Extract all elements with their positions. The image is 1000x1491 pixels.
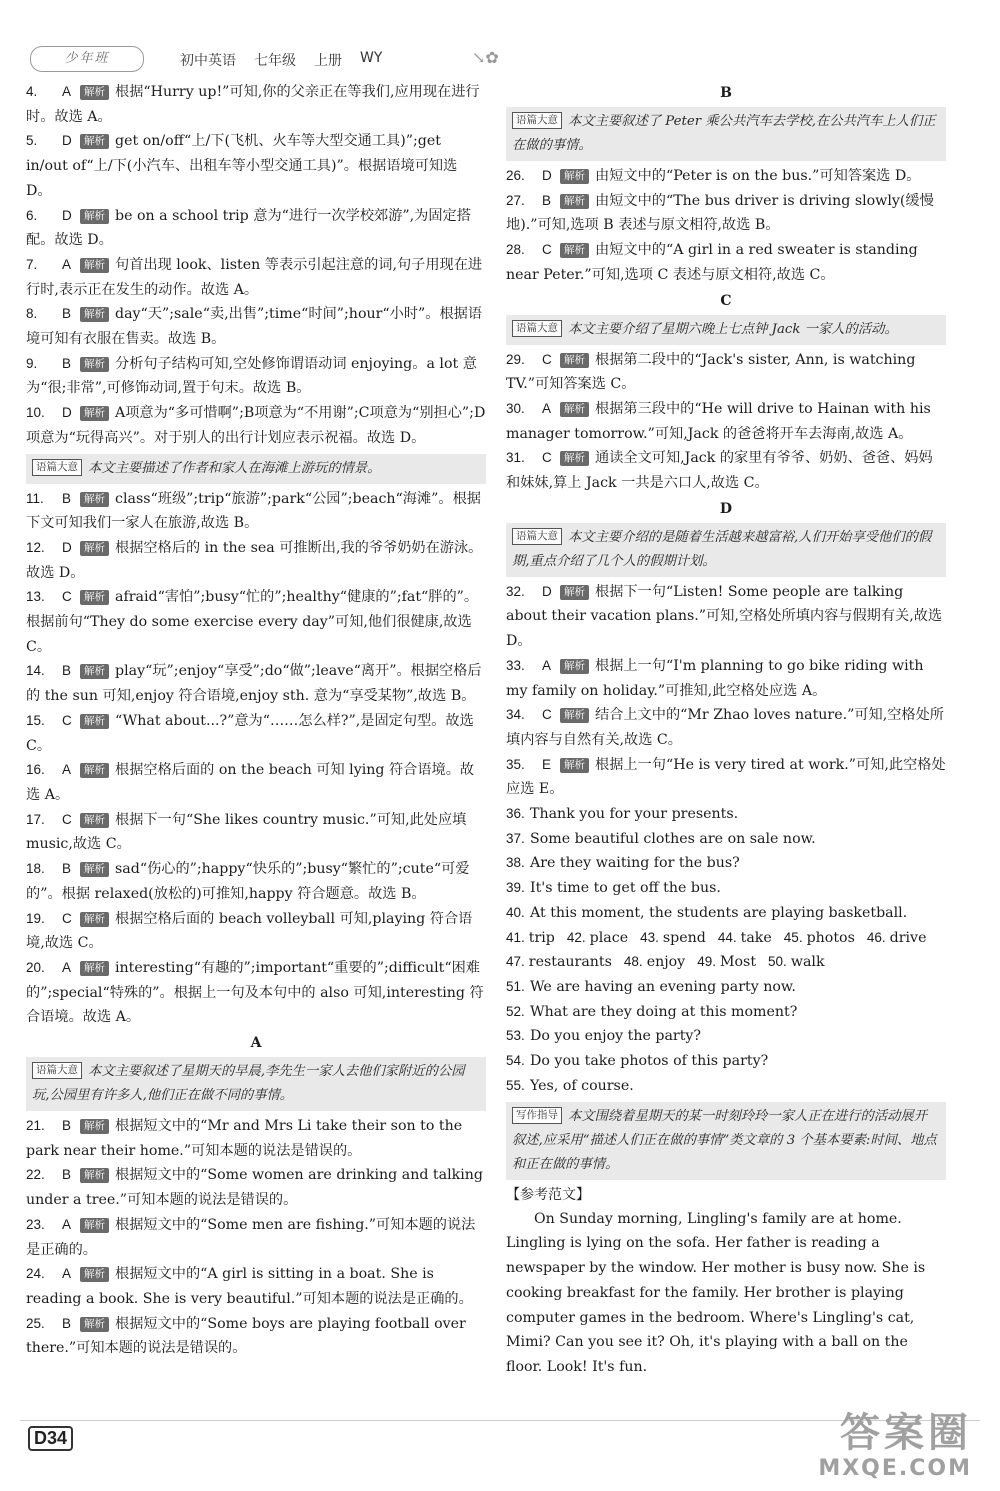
- summary-box: [26, 454, 486, 484]
- analysis-text: 根据“Hurry up!”可知,你的父亲正在等我们,应用现在进行时。故选 A。: [26, 84, 480, 125]
- question-number: 22.: [26, 1167, 45, 1183]
- analysis-tag: 解析: [560, 451, 589, 466]
- question-number: 14.: [26, 663, 45, 679]
- question-number: 18.: [26, 861, 45, 877]
- answer-item: [26, 1262, 486, 1311]
- answer-item: [26, 808, 486, 857]
- sentence-text: Do you take photos of this party?: [530, 1053, 769, 1070]
- brand-logo: 少年班: [30, 46, 144, 72]
- answer-item: [26, 352, 486, 401]
- analysis-tag: 解析: [80, 1218, 109, 1233]
- analysis-text: A项意为“多可惜啊”;B项意为“不用谢”;C项意为“别担心”;D项意为“玩得高兴”。对于别人的出行计划应表示祝福。故选 D。: [26, 405, 486, 446]
- analysis-text: interesting“有趣的”;important“重要的”;difficult“困难的”;special“特殊的”。根据上一句及本句中的 also 可知,interesting 符合语境。故选 A。: [26, 959, 484, 1026]
- fill-answer: [567, 926, 628, 951]
- answer-letter: C: [62, 589, 72, 605]
- answer-list-right-2: [506, 348, 946, 496]
- analysis-tag: 解析: [560, 659, 589, 674]
- analysis-text: 根据空格后面的 beach volleyball 可知,playing 符合语境,故选 C。: [26, 910, 473, 952]
- sentence-answer: [506, 1074, 946, 1099]
- fill-answer: [718, 926, 772, 951]
- right-column: [506, 80, 946, 1380]
- analysis-tag: 解析: [80, 134, 109, 149]
- question-number: 13.: [26, 589, 45, 605]
- question-number: 49.: [697, 954, 716, 970]
- question-number: 40.: [506, 904, 525, 920]
- answer-letter: C: [62, 712, 72, 728]
- answer-letter: D: [542, 168, 552, 183]
- analysis-tag: 解析: [80, 714, 109, 729]
- question-number: 30.: [506, 400, 525, 416]
- writing-guide-box: [506, 1102, 946, 1180]
- answer-item: [26, 536, 486, 585]
- answer-letter: D: [62, 207, 72, 223]
- analysis-tag: 解析: [80, 763, 109, 778]
- analysis-tag: 解析: [80, 307, 109, 322]
- question-number: 34.: [506, 707, 525, 723]
- analysis-text: 根据上一句“He is very tired at work.”可知,此空格处应选 E。: [506, 756, 946, 798]
- answer-item: [26, 80, 486, 129]
- fill-answer: [640, 926, 706, 951]
- answer-letter: A: [62, 256, 72, 272]
- answer-item: [26, 401, 486, 450]
- answer-item: [26, 1114, 486, 1163]
- analysis-text: 结合上文中的“Mr Zhao loves nature.”可知,空格处所填内容与自然有关,故选 C。: [506, 707, 944, 748]
- analysis-text: be on a school trip 意为“进行一次学校郊游”,为固定搭配。故选 D。: [26, 207, 471, 249]
- analysis-text: 根据短文中的“Mr and Mrs Li take their son to the park near their home.”可知本题的说法是错误的。: [26, 1118, 463, 1159]
- question-number: 35.: [506, 756, 525, 772]
- fill-word: photos: [806, 929, 855, 946]
- question-number: 19.: [26, 910, 45, 926]
- answer-letter: B: [62, 490, 72, 506]
- sentence-answer: [506, 1000, 946, 1025]
- sentence-text: Some beautiful clothes are on sale now.: [530, 830, 816, 847]
- question-number: 55.: [506, 1077, 525, 1093]
- summary-label: 语篇大意: [32, 1062, 82, 1079]
- question-number: 15.: [26, 712, 45, 728]
- analysis-text: 根据短文中的“Some women are drinking and talking under a tree.”可知本题的说法是错误的。: [26, 1167, 483, 1209]
- left-column: [26, 80, 486, 1361]
- question-number: 21.: [26, 1118, 45, 1134]
- analysis-tag: 解析: [560, 243, 589, 258]
- answer-letter: D: [62, 539, 72, 555]
- analysis-tag: 解析: [80, 209, 109, 224]
- answer-item: [506, 446, 946, 495]
- answer-item: [506, 703, 946, 752]
- section-title-b: B: [720, 85, 732, 101]
- question-number: 46.: [866, 929, 886, 945]
- volume-label: 上册: [314, 53, 342, 69]
- sentence-answer: [506, 876, 946, 901]
- analysis-tag: 解析: [560, 402, 589, 417]
- fill-answer: [697, 950, 756, 975]
- question-number: 6.: [26, 207, 38, 223]
- analysis-tag: 解析: [80, 813, 109, 828]
- sentence-answer: [506, 975, 946, 1000]
- answer-item: [26, 857, 486, 906]
- question-number: 54.: [506, 1053, 525, 1069]
- analysis-tag: 解析: [80, 590, 109, 605]
- answer-letter: D: [542, 583, 552, 599]
- summary-box: [26, 1057, 486, 1111]
- question-number: 45.: [783, 929, 803, 945]
- analysis-text: 根据短文中的“A girl is sitting in a boat. She is reading a book. She is very beautiful.”可知本题的说法是正确的。: [26, 1266, 473, 1307]
- answer-item: [26, 302, 486, 351]
- answer-letter: C: [542, 450, 552, 466]
- question-number: 42.: [566, 929, 586, 945]
- page-number: D34: [28, 1426, 73, 1451]
- question-number: 27.: [506, 192, 525, 208]
- summary-text: 本文主要叙述了星期天的早晨,李先生一家人去他们家附近的公园玩,公园里有许多人,他们正在做不同的事情。: [32, 1064, 465, 1104]
- answer-list-left-1: [26, 80, 486, 451]
- watermark-url: MXQE.COM: [818, 1456, 972, 1481]
- fill-row-2: [506, 950, 946, 975]
- analysis-tag: 解析: [80, 492, 109, 507]
- sentence-list-2: [506, 975, 946, 1099]
- summary-box: [506, 107, 946, 161]
- answer-letter: B: [62, 306, 72, 322]
- analysis-text: 根据第三段中的“He will drive to Hainan with his manager tomorrow.”可知,Jack 的爸爸将开车去海南,故选 A。: [506, 400, 931, 442]
- analysis-text: day“天”;sale“卖,出售”;time“时间”;hour“小时”。根据语境可知有衣服在售卖。故选 B。: [26, 306, 483, 348]
- question-number: 4.: [26, 84, 38, 99]
- answer-letter: B: [62, 1167, 72, 1183]
- fill-word: spend: [662, 929, 706, 946]
- sentence-text: It's time to get off the bus.: [530, 880, 721, 897]
- answer-letter: E: [542, 756, 552, 772]
- analysis-text: 根据短文中的“Some men are fishing.”可知本题的说法是正确的。: [26, 1216, 476, 1258]
- analysis-text: 根据第二段中的“Jack's sister, Ann, is watching TV.”可知答案选 C。: [506, 351, 916, 393]
- analysis-tag: 解析: [80, 85, 109, 100]
- analysis-tag: 解析: [560, 169, 589, 184]
- analysis-tag: 解析: [560, 353, 589, 368]
- section-title-a: A: [250, 1035, 262, 1052]
- reference-title: 【参考范文】: [506, 1186, 590, 1203]
- answer-letter: B: [62, 861, 72, 877]
- page-header: [20, 38, 500, 78]
- fill-answer: [624, 950, 685, 975]
- answer-item: [26, 585, 486, 659]
- analysis-tag: 解析: [80, 1267, 109, 1282]
- answer-letter: A: [542, 657, 552, 673]
- analysis-text: 由短文中的“The bus driver is driving slowly(缓慢地).”可知,选项 B 表述与原文相符,故选 B。: [506, 192, 934, 234]
- analysis-tag: 解析: [80, 862, 109, 877]
- fill-word: place: [589, 929, 629, 946]
- summary-text: 本文主要描述了作者和家人在海滩上游玩的情景。: [88, 460, 381, 476]
- analysis-tag: 解析: [560, 585, 589, 600]
- analysis-text: 由短文中的“A girl in a red sweater is standing near Peter.”可知,选项 C 表述与原文相符,故选 C。: [506, 242, 918, 283]
- question-number: 16.: [26, 762, 45, 778]
- sentence-text: At this moment, the students are playing basketball.: [530, 904, 908, 921]
- fill-word: take: [740, 929, 772, 946]
- question-number: 5.: [26, 133, 38, 149]
- section-title-d: D: [719, 500, 733, 517]
- analysis-text: 根据上一句“I'm planning to go bike riding with my family on holiday.”可推知,此空格处应选 A。: [506, 657, 924, 699]
- analysis-tag: 解析: [80, 541, 109, 556]
- summary-box: [506, 523, 946, 577]
- question-number: 53.: [506, 1028, 525, 1044]
- question-number: 17.: [26, 811, 45, 827]
- analysis-text: 分析句子结构可知,空处修饰谓语动词 enjoying。a lot 意为“很;非常”,可修饰动词,置于句末。故选 B。: [26, 355, 477, 397]
- answer-item: [26, 1312, 486, 1361]
- doodle-icon: ↘✿: [472, 48, 499, 67]
- answer-letter: A: [62, 84, 72, 99]
- analysis-text: sad“伤心的”;happy“快乐的”;busy“繁忙的”;cute“可爱的”。根据 relaxed(放松的)可推知,happy 符合题意。故选 B。: [26, 861, 470, 902]
- answer-letter: A: [62, 762, 72, 778]
- answer-letter: C: [62, 910, 72, 926]
- answer-letter: A: [62, 1216, 72, 1232]
- analysis-text: 根据空格后面的 on the beach 可知 lying 符合语境。故选 A。: [26, 762, 475, 803]
- answer-list-left-2: [26, 487, 486, 1030]
- writing-guide-label: 写作指导: [512, 1107, 562, 1124]
- question-number: 39.: [506, 880, 525, 896]
- sentence-text: Do you enjoy the party?: [530, 1028, 702, 1045]
- answer-letter: D: [62, 405, 72, 421]
- question-number: 36.: [506, 806, 525, 822]
- analysis-tag: 解析: [560, 758, 589, 773]
- writing-guide-text: 本文围绕着星期天的某一时刻玲玲一家人正在进行的活动展开叙述,应采用“描述人们正在做的事情”类文章的 3 个基本要素:时间、地点和正在做的事情。: [512, 1108, 937, 1172]
- fill-word: enjoy: [646, 954, 686, 971]
- answer-item: [26, 956, 486, 1030]
- answer-item: [506, 238, 946, 287]
- question-number: 51.: [506, 978, 525, 994]
- summary-label: 语篇大意: [512, 112, 562, 129]
- question-number: 8.: [26, 306, 38, 322]
- fill-answer: [784, 926, 855, 951]
- analysis-text: afraid“害怕”;busy“忙的”;healthy“健康的”;fat“胖的”。根据前句“They do some exercise every day”可知,他们很健康,故选 C。: [26, 589, 479, 655]
- answer-item: [26, 204, 486, 253]
- analysis-tag: 解析: [80, 664, 109, 679]
- summary-label: 语篇大意: [32, 459, 82, 476]
- sentence-answer: [506, 901, 946, 926]
- summary-box: [506, 315, 946, 345]
- question-number: 32.: [506, 583, 525, 599]
- analysis-text: play“玩”;enjoy“享受”;do“做”;leave“离开”。根据空格后的 the sun 可知,enjoy 符合语境,enjoy sth. 意为“享受某物”,故选 B。: [26, 663, 482, 705]
- analysis-tag: 解析: [80, 357, 109, 372]
- sentence-answer: [506, 1024, 946, 1049]
- answer-letter: B: [62, 1118, 72, 1134]
- answer-letter: B: [62, 1315, 72, 1331]
- answer-item: [26, 253, 486, 302]
- answer-item: [506, 654, 946, 703]
- analysis-text: “What about...?”意为“……怎么样?”,是固定句型。故选 C。: [26, 712, 474, 754]
- answer-letter: B: [62, 663, 72, 679]
- answer-item: [26, 487, 486, 536]
- analysis-tag: 解析: [80, 1317, 109, 1332]
- fill-word: Most: [719, 954, 757, 971]
- analysis-tag: 解析: [560, 708, 589, 723]
- question-number: 24.: [26, 1266, 45, 1282]
- answer-item: [506, 580, 946, 654]
- question-number: 28.: [506, 242, 525, 258]
- answer-item: [26, 659, 486, 708]
- question-number: 37.: [506, 830, 525, 846]
- analysis-tag: 解析: [80, 1168, 109, 1183]
- reference-essay: On Sunday morning, Lingling's family are at home. Lingling is lying on the sofa. Her father is reading a newspaper by the window. Her mother is busy now. She is cooking breakfast for the family. Her brother is playing computer games in the bedroom. Where's Lingling's cat, Mimi? Can you see it? Oh, it's playing with a ball on the floor. Look! It's fun.: [506, 1210, 926, 1376]
- question-number: 43.: [640, 929, 659, 945]
- question-number: 38.: [506, 855, 525, 871]
- question-number: 50.: [768, 954, 787, 970]
- question-number: 44.: [717, 929, 737, 945]
- analysis-text: 由短文中的“Peter is on the bus.”可知答案选 D。: [595, 168, 921, 184]
- answer-item: [26, 1213, 486, 1262]
- answer-item: [506, 189, 946, 238]
- question-number: 10.: [26, 405, 45, 421]
- fill-answer: [867, 926, 927, 951]
- question-number: 47.: [506, 954, 525, 970]
- summary-label: 语篇大意: [512, 320, 562, 337]
- summary-text: 本文主要叙述了 Peter 乘公共汽车去学校,在公共汽车上人们正在做的事情。: [512, 114, 936, 153]
- watermark-logo-text: 答案圈: [840, 1410, 972, 1456]
- answer-list-right-3: [506, 580, 946, 802]
- answer-item: [26, 758, 486, 807]
- analysis-tag: 解析: [80, 912, 109, 927]
- answer-item: [26, 129, 486, 203]
- question-number: 52.: [506, 1003, 525, 1019]
- answer-item: [506, 164, 946, 189]
- analysis-text: get on/off“上/下(飞机、火车等大型交通工具)”;get in/out of“上/下(小汽车、出租车等小型交通工具)”。根据语境可知选 D。: [26, 133, 458, 199]
- answer-item: [506, 397, 946, 446]
- fill-answer: [768, 950, 825, 975]
- answer-item: [506, 348, 946, 397]
- sentence-answer: [506, 851, 946, 876]
- grade-label: 七年级: [254, 53, 296, 69]
- question-number: 26.: [506, 168, 525, 183]
- subject-label: 初中英语: [180, 53, 236, 69]
- question-number: 48.: [623, 954, 643, 970]
- answer-letter: A: [62, 959, 72, 975]
- question-number: 41.: [506, 929, 525, 945]
- question-number: 7.: [26, 256, 38, 272]
- answer-letter: C: [542, 707, 552, 723]
- answer-letter: C: [542, 351, 552, 367]
- analysis-tag: 解析: [560, 194, 589, 209]
- answer-item: [26, 1163, 486, 1212]
- fill-word: trip: [528, 929, 555, 946]
- sentence-answer: [506, 802, 946, 827]
- analysis-tag: 解析: [80, 258, 109, 273]
- answer-letter: B: [542, 192, 552, 208]
- analysis-tag: 解析: [80, 961, 109, 976]
- analysis-text: class“班级”;trip“旅游”;park“公园”;beach“海滩”。根据下文可知我们一家人在旅游,故选 B。: [26, 490, 481, 532]
- answer-letter: A: [542, 400, 552, 416]
- sentence-text: We are having an evening party now.: [530, 978, 796, 995]
- summary-text: 本文主要介绍的是随着生活越来越富裕,人们开始享受他们的假期,重点介绍了几个人的假期计划。: [512, 529, 932, 569]
- analysis-text: 根据下一句“She likes country music.”可知,此处应填 music,故选 C。: [26, 811, 467, 853]
- answer-letter: D: [62, 133, 72, 149]
- analysis-tag: 解析: [80, 406, 109, 421]
- answer-letter: B: [62, 355, 72, 371]
- fill-word: walk: [790, 954, 825, 971]
- answer-letter: C: [542, 242, 552, 258]
- answer-letter: A: [62, 1266, 72, 1282]
- edition-label: WY: [360, 50, 383, 66]
- watermark: [818, 1410, 972, 1481]
- summary-text: 本文主要介绍了星期六晚上七点钟 Jack 一家人的活动。: [568, 321, 898, 337]
- analysis-text: 句首出现 look、listen 等表示引起注意的词,句子用现在进行时,表示正在发生的动作。故选 A。: [26, 256, 483, 298]
- analysis-tag: 解析: [80, 1119, 109, 1134]
- answer-letter: C: [62, 811, 72, 827]
- analysis-text: 根据短文中的“Some boys are playing football over there.”可知本题的说法是错误的。: [26, 1315, 466, 1357]
- question-number: 9.: [26, 355, 38, 371]
- question-number: 12.: [26, 539, 45, 555]
- answer-item: [26, 907, 486, 956]
- fill-word: restaurants: [528, 954, 612, 971]
- question-number: 33.: [506, 657, 525, 673]
- book-info: [180, 50, 382, 70]
- question-number: 31.: [506, 450, 525, 466]
- question-number: 11.: [26, 490, 44, 506]
- sentence-text: Are they waiting for the bus?: [530, 855, 740, 872]
- analysis-text: 通读全文可知,Jack 的家里有爷爷、奶奶、爸爸、妈妈和妹妹,算上 Jack 一共是六口人,故选 C。: [506, 450, 933, 492]
- sentence-list-1: [506, 802, 946, 926]
- fill-answer: [506, 926, 555, 951]
- question-number: 29.: [506, 351, 525, 367]
- answer-list-left-3: [26, 1114, 486, 1361]
- fill-answer: [506, 950, 612, 975]
- section-title-c: C: [720, 292, 732, 309]
- fill-row-1: [506, 926, 946, 951]
- sentence-answer: [506, 827, 946, 852]
- answer-list-right-1: [506, 164, 946, 288]
- question-number: 20.: [26, 959, 45, 975]
- sentence-text: Thank you for your presents.: [530, 806, 739, 823]
- summary-label: 语篇大意: [512, 528, 562, 545]
- sentence-text: Yes, of course.: [530, 1077, 634, 1094]
- analysis-text: 根据空格后的 in the sea 可推断出,我的爷爷奶奶在游泳。故选 D。: [26, 539, 483, 581]
- analysis-text: 根据下一句“Listen! Some people are talking about their vacation plans.”可知,空格处所填内容与假期有关,故选 D。: [506, 583, 943, 650]
- fill-word: drive: [889, 929, 927, 946]
- answer-item: [26, 709, 486, 758]
- question-number: 25.: [26, 1315, 45, 1331]
- sentence-text: What are they doing at this moment?: [530, 1003, 798, 1020]
- question-number: 23.: [26, 1216, 45, 1232]
- sentence-answer: [506, 1049, 946, 1074]
- answer-item: [506, 753, 946, 802]
